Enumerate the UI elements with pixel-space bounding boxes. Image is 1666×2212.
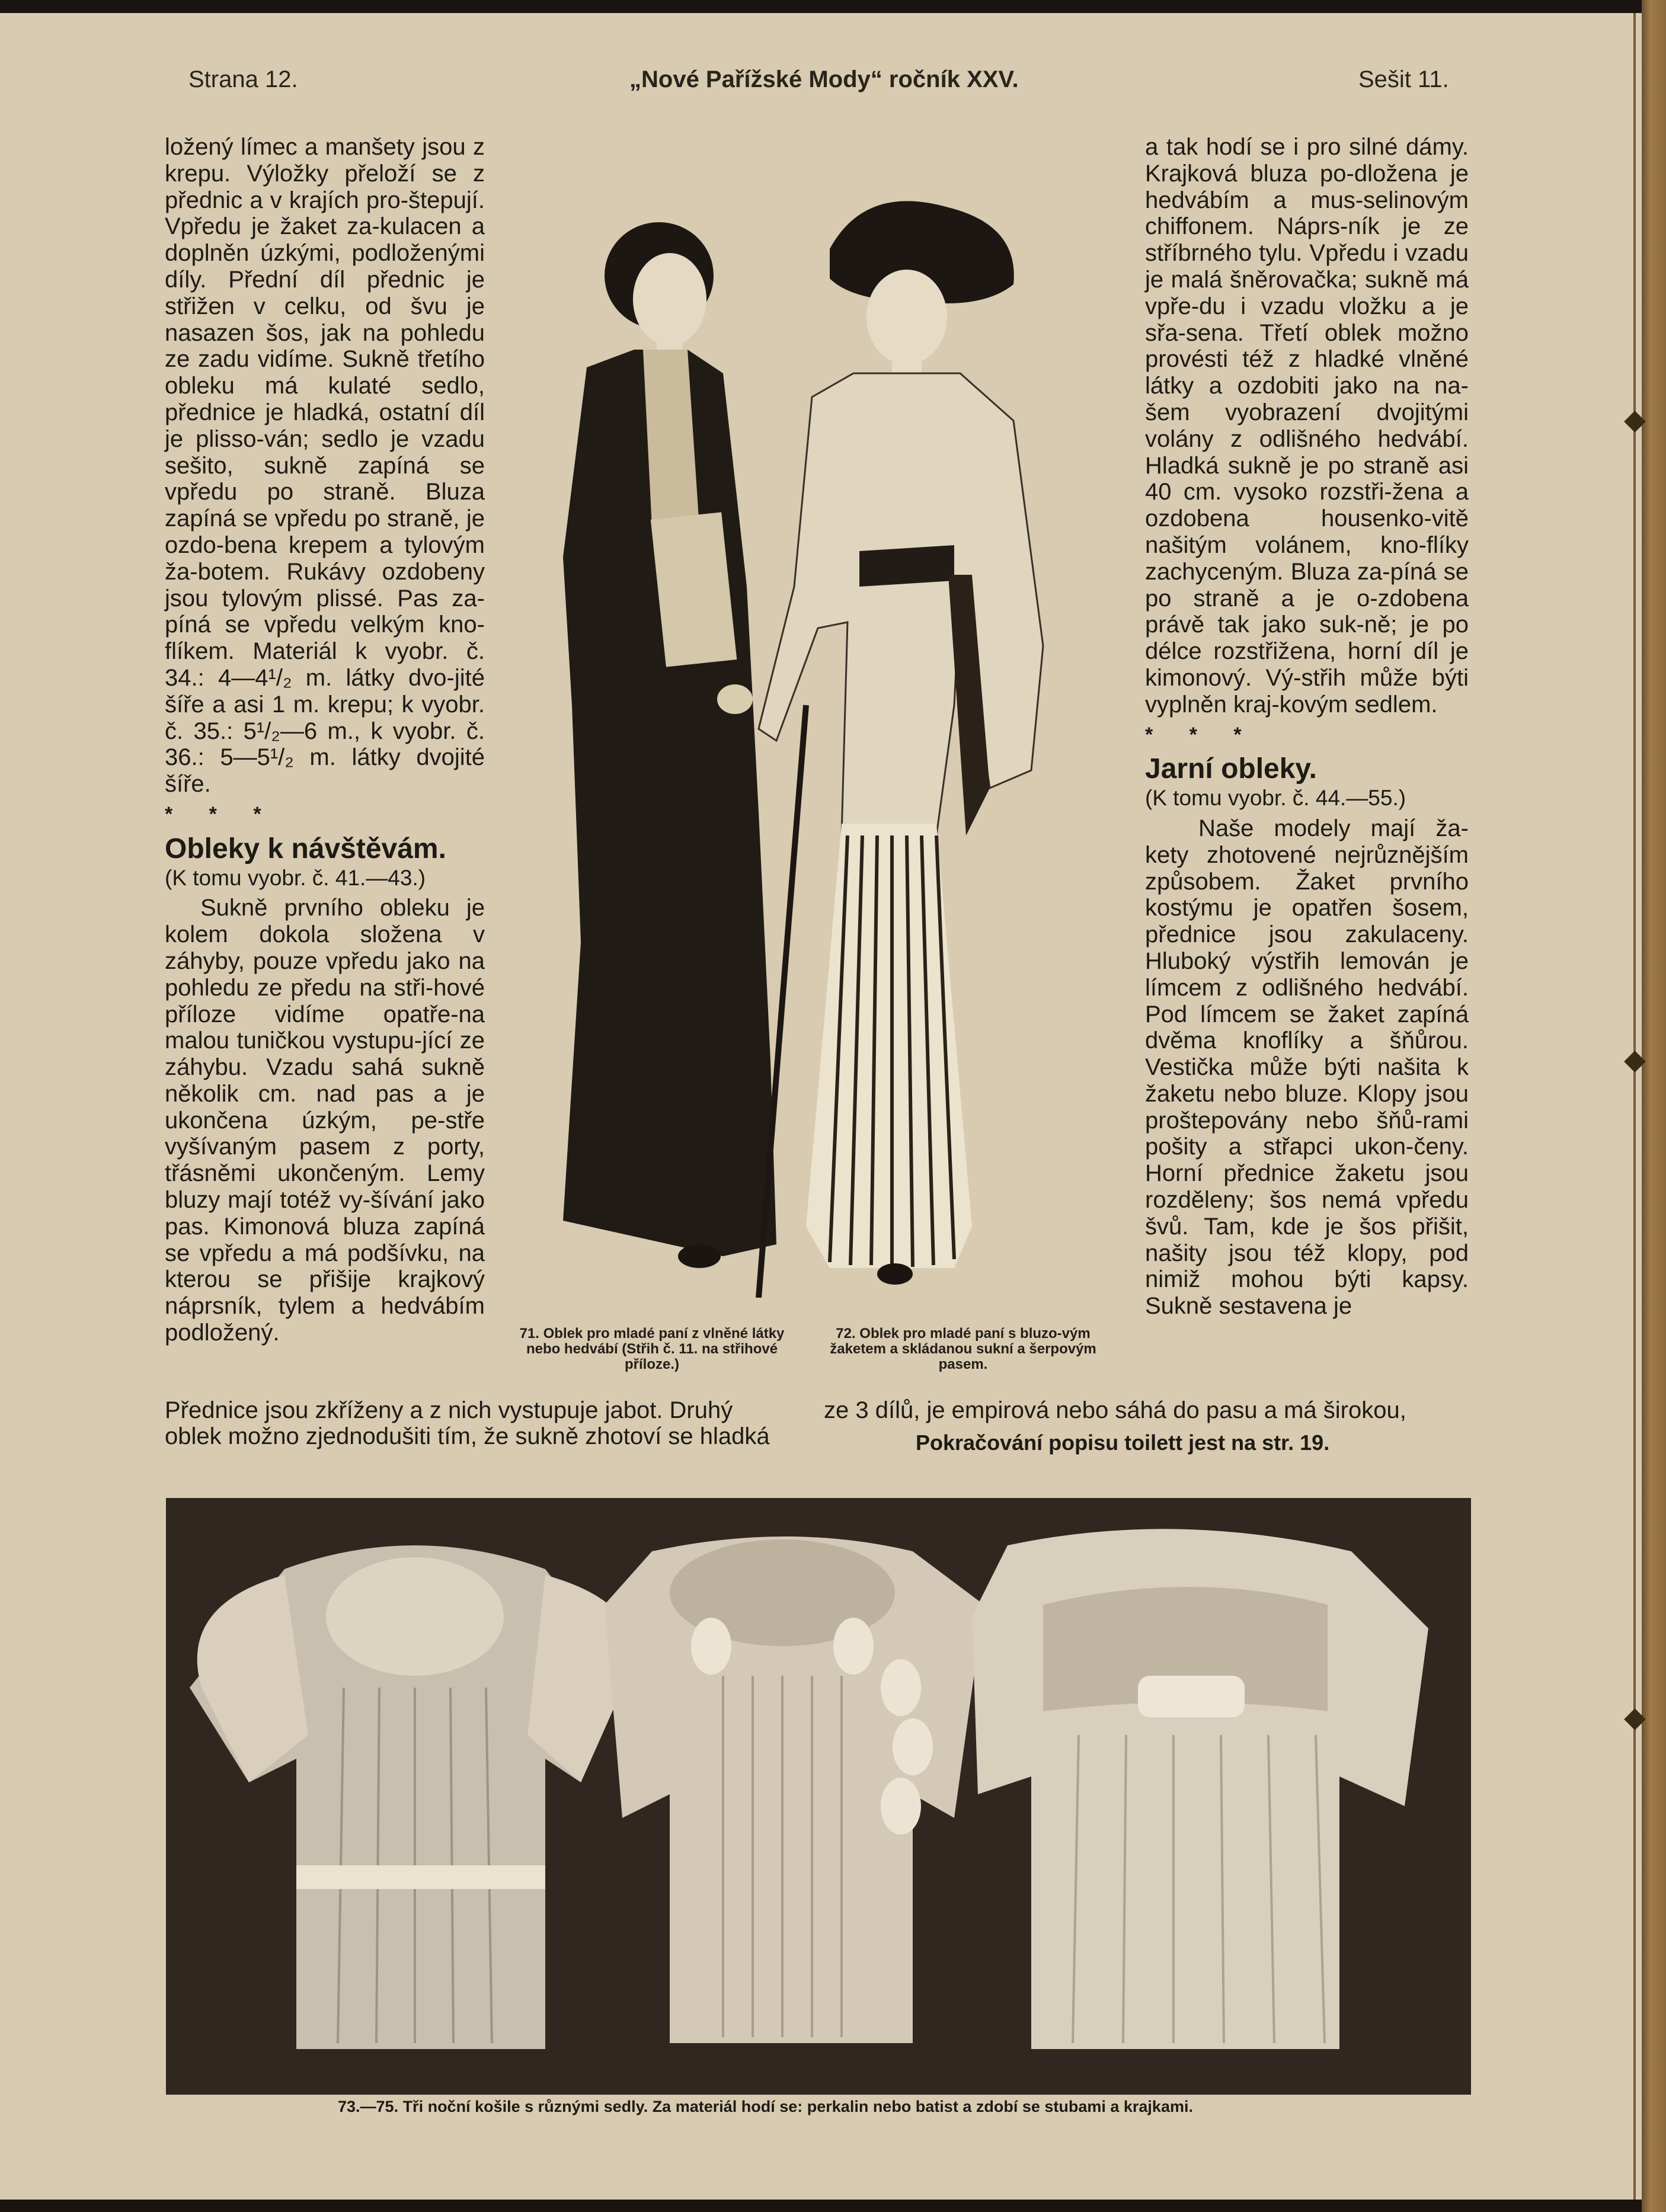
- issue-number: Sešit 11.: [1358, 66, 1449, 92]
- right-body-text: Naše modely mají ža-kety zhotovené nejrůznějším způsobem. Žaket prvního kostýmu je opatřen šosem, přednice jsou zakulaceny. Hluboký výstřih lemován je límcem z odlišného hedvábí. Pod límcem se žaket zapíná dvěma knoflíky a šňůrou. Vestička může býti našita k žaketu nebo bluze. Klopy jsou proštepovány nebo šňů-rami pošity a střapci ukon-čeny. Horní přednice žaketu jsou rozděleny; šos nemá vpředu švů. Tam, kde je šos přišit, našity jsou též klopy, pod nimiž mohou býti kapsy. Sukně sestavena je: [1145, 815, 1469, 1320]
- left-fullwidth-line-2: oblek možno zjednodušiti tím, že sukně zhotoví se hladká: [165, 1423, 770, 1449]
- section-divider: * * *: [165, 802, 277, 825]
- left-body-text: Sukně prvního obleku je kolem dokola složena v záhyby, pouze vpředu jako na pohledu ze předu na stři-hové příloze vidíme opatře-na malou tuničkou vystupu-jící ze záhybu. Vzadu sahá sukně několik cm. nad pas a je ukončena úzkým, pe-stře vyšívaným pasem z porty, třásněmi ukončeným. Lemy bluzy mají totéž vy-šívání jako pas. Kimonová bluza zapíná se vpředu a má podšívku, na kterou se přišije krajkový náprsník, tylem a hedvábím podložený.: [165, 895, 485, 1346]
- figure-71-caption: 71. Oblek pro mladé paní z vlněné látky nebo hedvábí (Střih č. 11. na střihové příloze.): [519, 1326, 785, 1372]
- right-column: [1145, 134, 1469, 1320]
- section-title-visits: Obleky k návštěvám.: [165, 833, 446, 865]
- right-fullwidth-line-1: ze 3 dílů, je empirová nebo sáhá do pasu a má širokou,: [824, 1397, 1406, 1423]
- page-number: Strana 12.: [188, 66, 298, 92]
- left-fullwidth-line-1: Přednice jsou zkříženy a z nich vystupuje jabot. Druhý: [165, 1397, 733, 1423]
- nightgowns-photograph: [166, 1498, 1471, 2095]
- left-column: [165, 134, 485, 1346]
- figure-72-caption: 72. Oblek pro mladé paní s bluzo-vým žaketem a skládanou sukní a šerpovým pasem.: [830, 1326, 1096, 1372]
- margin-marker-icon: ◆: [1624, 404, 1646, 436]
- section-title-spring: Jarní obleky.: [1145, 753, 1317, 785]
- fashion-illustration: [498, 172, 1120, 1298]
- left-intro-text: ložený límec a manšety jsou z krepu. Výložky přeloží se z přednic a v krajích pro-štepují. Vpředu je žaket za-kulacen a doplněn úzkými, podloženými díly. Přední díl přednic je střižen v celku, od švu je nasazen šos, jak na pohledu ze zadu vidíme. Sukně třetího obleku má kulaté sedlo, přednice je hladká, ostatní díl je plisso-ván; sedlo je vzadu sešito, sukně zapíná se vpředu po straně. Bluza zapíná se vpředu po straně, je ozdo-bena krepem a tylovým ža-botem. Rukávy ozdobeny jsou tylovým plissé. Pas za-píná se vpředu velkým kno-flíkem. Materiál k vyobr. č. 34.: 4—4¹/₂ m. látky dvo-jité šíře a asi 1 m. krepu; k vyobr. č. 35.: 5¹/₂—6 m., k vyobr. č. 36.: 5—5¹/₂ m. látky dvojité šíře.: [165, 134, 485, 798]
- right-intro-text: a tak hodí se i pro silné dámy. Krajková bluza po-dložena je hedvábím a mus-selinovým chiffonem. Náprs-ník je ze stříbrného tylu. Vpředu i vzadu je malá šněrovačka; sukně má vpře-du i vzadu vložku a je sřa-sena. Třetí oblek možno provésti též z hladké vlněné látky a ozdobiti jako na na-šem vyobrazení dvojitými volány z odlišného hedvábí. Hladká sukně je po straně asi 40 cm. vysoko rozstři-žena a ozdobena housenko-vitě našitým volánem, kno-flíky zachyceným. Bluza za-píná se po straně a je o-zdobena právě tak jako suk-ně; je po délce rozstřižena, horní díl je kimonový. Vý-střih může býti vyplněn kraj-kovým sedlem.: [1145, 134, 1469, 718]
- binding-edge: [1642, 0, 1666, 2212]
- section-subtitle-visits: (K tomu vyobr. č. 41.—43.): [165, 865, 426, 890]
- page-edge-line: [1633, 13, 1636, 2200]
- margin-marker-icon: ◆: [1624, 1044, 1646, 1075]
- margin-marker-icon: ◆: [1624, 1702, 1646, 1733]
- section-subtitle-spring: (K tomu vyobr. č. 44.—55.): [1145, 786, 1406, 811]
- bottom-photo-caption: 73.—75. Tři noční košile s různými sedly. Za materiál hodí se: perkalin nebo batist a zdobí se stubami a krajkami.: [338, 2098, 1193, 2115]
- publication-title: „Nové Pařížské Mody“ ročník XXV.: [629, 66, 1019, 92]
- nightgowns-illustration: [166, 1498, 1471, 2095]
- section-divider-right: * * *: [1145, 723, 1257, 746]
- continuation-note: Pokračování popisu toilett jest na str. 19.: [916, 1430, 1330, 1455]
